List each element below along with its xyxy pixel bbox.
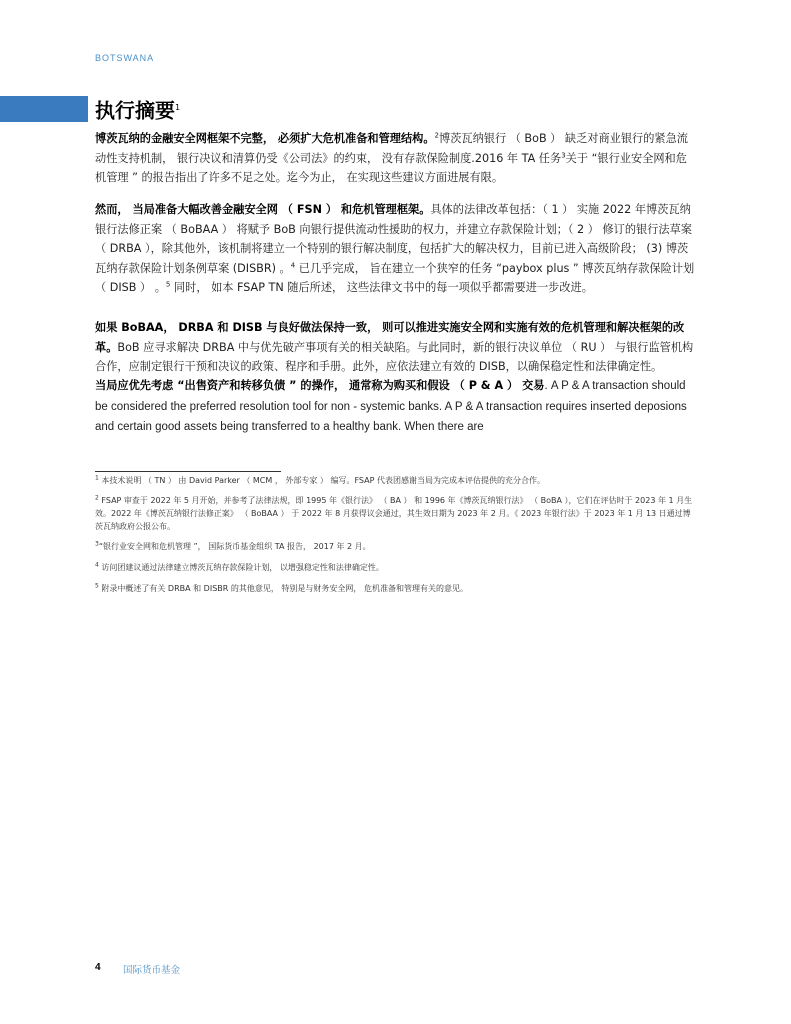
footnote-ref-4[interactable]: 4 — [290, 260, 296, 269]
footnote-number: 4 — [95, 561, 99, 569]
footnote-divider — [95, 471, 281, 472]
footnote-ref-5[interactable]: 5 — [165, 280, 171, 289]
paragraph-body: BoB 应寻求解决 DRBA 中与优先破产事项有关的相关缺陷。与此同时，新的银行决议单位 （ RU ） 与银行监管机构合作，应制定银行干预和决议的政策、程序和手册。此外，应依法建立有效的 DISB，以确保稳定性和法律确定性。 — [95, 340, 694, 373]
page-number: 4 — [95, 962, 101, 973]
footnote-number: 1 — [95, 474, 99, 482]
paragraph-lead: 博茨瓦纳的金融安全网框架不完整， 必须扩大危机准备和管理结构。 — [95, 132, 435, 145]
footer-organization: 国际货币基金 — [123, 965, 181, 976]
section-accent-bar — [0, 96, 88, 122]
footnote-text: “银行业安全网和危机管理 ”， 国际货币基金组织 TA 报告， 2017 年 2 月。 — [98, 542, 371, 551]
footnote-text: 访问团建议通过法律建立博茨瓦纳存款保险计划， 以增强稳定性和法律确定性。 — [101, 563, 384, 572]
paragraph-body: 具体的法律改革包括：（ 1 ） 实施 2022 年博茨瓦纳银行法修正案 （ BoBAA ） 将赋予 BoB 向银行提供流动性援助的权力，并建立存款保险计划；（ 2 ） 修订的银行法草案 （ DRBA ），除其他外，该机制将建立一个特别的银行解决制度，包括扩大的解决权力，目前已进入高级阶段； (3) 博茨瓦纳存款保险计划条例草案 (DISBR) 。 — [95, 203, 692, 275]
paragraph-lead: 当局应优先考虑 “出售资产和转移负债 ” 的操作， 通常称为购买和假设 （ P & A ） 交易 — [95, 379, 545, 392]
footnote-3 — [95, 540, 695, 553]
page-title-text: 执行摘要 — [95, 98, 175, 123]
footnote-4 — [95, 561, 695, 574]
paragraph-lead: 如果 BoBAA， DRBA 和 DISB 与良好做法保持一致， 则可以推进实施安全网和实施有效的危机管理和解决框架的改革。 — [95, 321, 685, 354]
paragraph-body: 已几乎完成， 旨在建立一个狭窄的任务 “paybox plus ” 博茨瓦纳存款保险计划 （ DISB ） 。 — [95, 261, 695, 294]
page-title — [95, 94, 180, 125]
footnote-text: 附录中概述了有关 DRBA 和 DISBR 的其他意见， 特别是与财务安全网， 危机准备和管理有关的意见。 — [101, 584, 468, 593]
footnote-ref-2[interactable]: 2 — [434, 131, 439, 140]
paragraph-body: . A P & A transaction should be considered the preferred resolution tool for non - systemic banks. A P & A transaction requires inserted deposions and certain good assets being transferred to a healthy bank. When there are — [95, 380, 687, 433]
running-header-country: BOTSWANA — [95, 53, 155, 63]
footnote-2 — [95, 494, 695, 533]
paragraph-safety-net — [95, 129, 695, 188]
paragraph-body: 博茨瓦纳银行 （ BoB ） 缺乏对商业银行的紧急流动性支持机制， 银行决议和清算仍受《公司法》的约束， 没有存款保险制度.2016 年 TA 任务 — [95, 132, 688, 165]
paragraph-body: 关于 “银行业安全网和危机管理 ” 的报告指出了许多不足之处。迄今为止， 在实现这些建议方面进展有限。 — [95, 151, 687, 184]
footnote-number: 2 — [95, 494, 99, 502]
footnote-number: 5 — [95, 582, 99, 590]
paragraph-lead: 然而， 当局准备大幅改善金融安全网 （ FSN ） 和危机管理框架。 — [95, 203, 431, 216]
footnote-5 — [95, 582, 695, 595]
footnote-ref-3[interactable]: 3 — [561, 150, 566, 159]
footnote-1 — [95, 474, 695, 487]
paragraph-legal-reforms — [95, 200, 695, 298]
footnote-text: FSAP 审查于 2022 年 5 月开始，并参考了法律法规，即 1995 年《银行法》 （ BA ） 和 1996 年《博茨瓦纳银行法》 （ BoBA ），它们在评估时于 2023 年 1 月生效。2022 年《博茨瓦纳银行法修正案》 （ BoBAA ） 于 2022 年 8 月获得议会通过，其生效日期为 2023 年 2 月。《 2023 年银行法》于 2023 年 1 月 13 日通过博茨瓦纳政府公报公布。 — [95, 496, 693, 531]
footnote-number: 3 — [95, 540, 99, 548]
title-footnote-mark[interactable]: 1 — [175, 103, 181, 112]
paragraph-p-and-a — [95, 376, 695, 438]
paragraph-body: 同时， 如本 FSAP TN 随后所述， 这些法律文书中的每一项似乎都需要进一步改进。 — [170, 281, 593, 294]
paragraph-alignment — [95, 318, 695, 377]
footnote-text: 本技术说明 （ TN ） 由 David Parker （ MCM ， 外部专家 ） 编写。FSAP 代表团感谢当局为完成本评估提供的充分合作。 — [101, 476, 545, 485]
